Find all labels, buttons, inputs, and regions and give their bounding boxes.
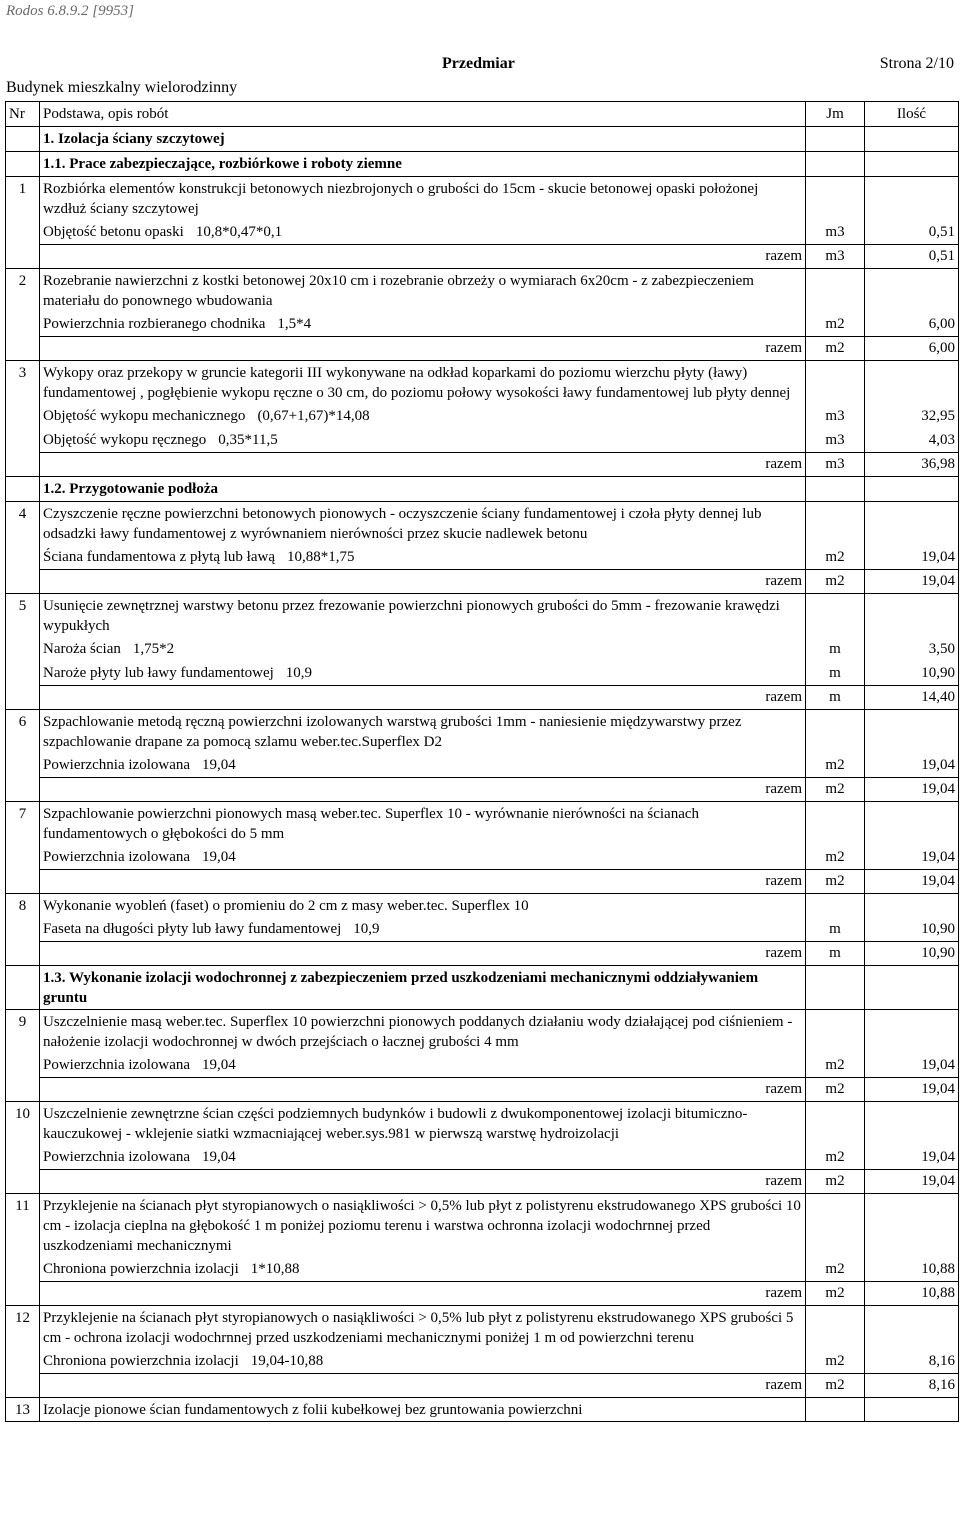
measurement-label: Naroże płyty lub ławy fundamentowej xyxy=(43,665,274,681)
measurement-value: 4,03 xyxy=(865,428,959,453)
measurement-value: 19,04 xyxy=(865,753,959,778)
section-row xyxy=(6,127,959,152)
position-description: Uszczelnienie zewnętrzne ścian części podziemnych budynków i budowli z dwukomponentowej izolacji bitumiczno-kauczukowej - wklejenie siatki wzmacniającej weber.sys.981 w pierwszą warstwę hydroizolacji xyxy=(40,1102,806,1146)
measurement-unit: m2 xyxy=(806,1257,865,1282)
position-nr-cell xyxy=(6,753,40,778)
measurement-unit: m xyxy=(806,661,865,686)
position-ilosc-cell xyxy=(865,361,959,405)
measurement-value: 19,04 xyxy=(865,845,959,870)
measurement-value: 3,50 xyxy=(865,637,959,661)
position-row xyxy=(6,1306,959,1350)
position-description: Wykopy oraz przekopy w gruncie kategorii III wykonywane na odkład koparkami do poziomu wierzchu płyty (ławy) fundamentowej , pogłębienie wykopu ręczne o 30 cm, do poziomu połowy wysokości ławy fundamentowej lub płyty dennej xyxy=(40,361,806,405)
sum-value: 19,04 xyxy=(865,570,959,594)
section-row xyxy=(6,152,959,177)
sum-unit: m xyxy=(806,942,865,966)
position-nr: 9 xyxy=(6,1010,40,1054)
sum-unit: m2 xyxy=(806,778,865,802)
measurement-label: Chroniona powierzchnia izolacji xyxy=(43,1353,239,1369)
measurement-label: Objętość wykopu mechanicznego xyxy=(43,408,246,424)
sum-label: razem xyxy=(40,453,806,477)
position-row xyxy=(6,361,959,405)
measurement-label: Powierzchnia izolowana xyxy=(43,1057,191,1073)
position-ilosc-cell xyxy=(865,894,959,918)
measurement-row xyxy=(6,545,959,570)
position-row xyxy=(6,802,959,846)
position-jm-cell xyxy=(806,1102,865,1146)
position-nr-cell xyxy=(6,845,40,870)
section-row xyxy=(6,966,959,1010)
sum-unit: m2 xyxy=(806,1282,865,1306)
position-ilosc-cell xyxy=(865,269,959,313)
section-jm-cell xyxy=(806,477,865,502)
document-title: Przedmiar xyxy=(442,55,515,72)
position-jm-cell xyxy=(806,1398,865,1422)
measurement-row xyxy=(6,1145,959,1170)
position-nr: 6 xyxy=(6,710,40,754)
measurement-label: Powierzchnia rozbieranego chodnika xyxy=(43,316,266,332)
measurement-row xyxy=(6,917,959,942)
position-nr-cell xyxy=(6,661,40,686)
sum-value: 19,04 xyxy=(865,1078,959,1102)
sum-label: razem xyxy=(40,686,806,710)
position-description: Czyszczenie ręczne powierzchni betonowych pionowych - oczyszczenie ściany fundamentowej i czoła płyty dennej lub odsadzki ławy fundamentowej z wyrównaniem nierówności przez skucie nadlewek betonu xyxy=(40,502,806,546)
position-jm-cell xyxy=(806,1194,865,1258)
sum-value: 36,98 xyxy=(865,453,959,477)
position-nr-cell xyxy=(6,917,40,942)
building-name: Budynek mieszkalny wielorodzinny xyxy=(6,79,238,96)
sum-unit: m3 xyxy=(806,453,865,477)
position-row xyxy=(6,502,959,546)
section-title: 1.3. Wykonanie izolacji wodochronnej z zabezpieczeniem przed uszkodzeniami mechanicznymi oddziaływaniem gruntu xyxy=(40,966,806,1010)
position-nr-cell xyxy=(6,870,40,894)
sum-label: razem xyxy=(40,1078,806,1102)
position-nr: 12 xyxy=(6,1306,40,1350)
sum-row xyxy=(6,870,959,894)
sum-unit: m2 xyxy=(806,1374,865,1398)
measurement-row xyxy=(6,312,959,337)
position-description: Rozbiórka elementów konstrukcji betonowych niezbrojonych o grubości do 15cm - skucie betonowej opaski położonej wzdłuż ściany szczytowej xyxy=(40,177,806,221)
sum-row xyxy=(6,1170,959,1194)
position-ilosc-cell xyxy=(865,594,959,638)
estimate-table xyxy=(5,101,959,1422)
position-nr-cell xyxy=(6,1145,40,1170)
sum-label: razem xyxy=(40,870,806,894)
measurement-unit: m2 xyxy=(806,1053,865,1078)
sum-value: 6,00 xyxy=(865,337,959,361)
measurement-label: Objętość betonu opaski xyxy=(43,224,184,240)
position-jm-cell xyxy=(806,1306,865,1350)
position-nr-cell xyxy=(6,1078,40,1102)
sum-unit: m2 xyxy=(806,1170,865,1194)
position-jm-cell xyxy=(806,802,865,846)
measurement-value: 8,16 xyxy=(865,1349,959,1374)
measurement-cell xyxy=(40,845,806,870)
sum-unit: m2 xyxy=(806,870,865,894)
measurement-value: 6,00 xyxy=(865,312,959,337)
section-jm-cell xyxy=(806,127,865,152)
measurement-row xyxy=(6,1053,959,1078)
measurement-cell xyxy=(40,637,806,661)
section-ilosc-cell xyxy=(865,152,959,177)
measurement-cell xyxy=(40,220,806,245)
section-jm-cell xyxy=(806,152,865,177)
measurement-row xyxy=(6,845,959,870)
header-desc: Podstawa, opis robót xyxy=(40,102,806,127)
sum-row xyxy=(6,453,959,477)
measurement-unit: m3 xyxy=(806,428,865,453)
position-nr: 4 xyxy=(6,502,40,546)
position-nr: 7 xyxy=(6,802,40,846)
position-nr-cell xyxy=(6,570,40,594)
position-jm-cell xyxy=(806,502,865,546)
position-nr-cell xyxy=(6,337,40,361)
position-ilosc-cell xyxy=(865,1102,959,1146)
measurement-cell xyxy=(40,545,806,570)
measurement-row xyxy=(6,404,959,428)
position-row xyxy=(6,177,959,221)
position-nr-cell xyxy=(6,942,40,966)
sum-label: razem xyxy=(40,245,806,269)
position-row xyxy=(6,710,959,754)
position-nr-cell xyxy=(6,1282,40,1306)
position-jm-cell xyxy=(806,1010,865,1054)
sum-value: 10,90 xyxy=(865,942,959,966)
measurement-unit: m2 xyxy=(806,545,865,570)
position-nr: 2 xyxy=(6,269,40,313)
position-ilosc-cell xyxy=(865,502,959,546)
sum-row xyxy=(6,1374,959,1398)
section-nr-cell xyxy=(6,966,40,1010)
position-description: Usunięcie zewnętrznej warstwy betonu przez frezowanie powierzchni pionowych grubości do 5mm - frezowanie krawędzi wypukłych xyxy=(40,594,806,638)
header-jm: Jm xyxy=(806,102,865,127)
measurement-label: Chroniona powierzchnia izolacji xyxy=(43,1261,239,1277)
measurement-row xyxy=(6,1257,959,1282)
sum-label: razem xyxy=(40,337,806,361)
measurement-value: 10,90 xyxy=(865,661,959,686)
sum-label: razem xyxy=(40,942,806,966)
position-nr-cell xyxy=(6,220,40,245)
position-nr-cell xyxy=(6,1053,40,1078)
position-nr-cell xyxy=(6,404,40,428)
measurement-value: 19,04 xyxy=(865,545,959,570)
position-jm-cell xyxy=(806,710,865,754)
measurement-cell xyxy=(40,917,806,942)
measurement-cell xyxy=(40,1257,806,1282)
position-jm-cell xyxy=(806,594,865,638)
sum-label: razem xyxy=(40,778,806,802)
sum-row xyxy=(6,337,959,361)
position-nr-cell xyxy=(6,1349,40,1374)
measurement-formula: 10,9 xyxy=(285,665,313,681)
measurement-formula: 19,04 xyxy=(202,1057,236,1073)
sum-value: 19,04 xyxy=(865,870,959,894)
estimate-table-body xyxy=(6,102,959,1422)
position-row xyxy=(6,269,959,313)
sum-label: razem xyxy=(40,1170,806,1194)
measurement-unit: m xyxy=(806,637,865,661)
position-nr-cell xyxy=(6,453,40,477)
measurement-row xyxy=(6,1349,959,1374)
sum-value: 8,16 xyxy=(865,1374,959,1398)
sum-label: razem xyxy=(40,1374,806,1398)
measurement-unit: m3 xyxy=(806,404,865,428)
measurement-value: 0,51 xyxy=(865,220,959,245)
sum-value: 19,04 xyxy=(865,1170,959,1194)
position-nr: 10 xyxy=(6,1102,40,1146)
sum-value: 10,88 xyxy=(865,1282,959,1306)
measurement-formula: 1*10,88 xyxy=(250,1261,300,1277)
section-title: 1.1. Prace zabezpieczające, rozbiórkowe i roboty ziemne xyxy=(40,152,806,177)
measurement-formula: 10,8*0,47*0,1 xyxy=(195,224,283,240)
measurement-value: 10,88 xyxy=(865,1257,959,1282)
position-row xyxy=(6,1010,959,1054)
measurement-label: Faseta na długości płyty lub ławy fundamentowej xyxy=(43,921,342,937)
table-header-row xyxy=(6,102,959,127)
section-ilosc-cell xyxy=(865,127,959,152)
measurement-unit: m2 xyxy=(806,845,865,870)
position-description: Wykonanie wyobleń (faset) o promieniu do 2 cm z masy weber.tec. Superflex 10 xyxy=(40,894,806,918)
measurement-cell xyxy=(40,1349,806,1374)
position-ilosc-cell xyxy=(865,1306,959,1350)
section-ilosc-cell xyxy=(865,966,959,1010)
position-nr-cell xyxy=(6,1374,40,1398)
position-description: Szpachlowanie powierzchni pionowych masą weber.tec. Superflex 10 - wyrównanie nierówności na ścianach fundamentowych o głębokości do 5 mm xyxy=(40,802,806,846)
measurement-label: Powierzchnia izolowana xyxy=(43,849,191,865)
section-nr-cell xyxy=(6,127,40,152)
position-ilosc-cell xyxy=(865,177,959,221)
measurement-label: Powierzchnia izolowana xyxy=(43,757,191,773)
measurement-value: 10,90 xyxy=(865,917,959,942)
position-nr-cell xyxy=(6,312,40,337)
measurement-formula: 1,75*2 xyxy=(132,641,175,657)
position-row xyxy=(6,894,959,918)
position-description: Rozebranie nawierzchni z kostki betonowej 20x10 cm i rozebranie obrzeży o wymiarach 6x20cm - z zabezpieczeniem materiału do ponownego wbudowania xyxy=(40,269,806,313)
measurement-row xyxy=(6,753,959,778)
measurement-cell xyxy=(40,661,806,686)
position-nr-cell xyxy=(6,545,40,570)
position-nr-cell xyxy=(6,428,40,453)
position-ilosc-cell xyxy=(865,1010,959,1054)
position-row xyxy=(6,594,959,638)
measurement-formula: 1,5*4 xyxy=(277,316,312,332)
position-jm-cell xyxy=(806,269,865,313)
position-nr: 1 xyxy=(6,177,40,221)
measurement-unit: m2 xyxy=(806,1145,865,1170)
position-ilosc-cell xyxy=(865,710,959,754)
sum-value: 19,04 xyxy=(865,778,959,802)
measurement-formula: 19,04-10,88 xyxy=(250,1353,324,1369)
measurement-cell xyxy=(40,404,806,428)
sum-row xyxy=(6,778,959,802)
position-ilosc-cell xyxy=(865,1194,959,1258)
position-row xyxy=(6,1398,959,1422)
section-title: 1.2. Przygotowanie podłoża xyxy=(40,477,806,502)
measurement-formula: 10,88*1,75 xyxy=(287,549,355,565)
measurement-formula: 19,04 xyxy=(202,757,236,773)
position-row xyxy=(6,1194,959,1258)
sum-label: razem xyxy=(40,1282,806,1306)
measurement-cell xyxy=(40,428,806,453)
position-nr: 8 xyxy=(6,894,40,918)
measurement-row xyxy=(6,661,959,686)
measurement-cell xyxy=(40,1145,806,1170)
position-nr-cell xyxy=(6,1257,40,1282)
section-ilosc-cell xyxy=(865,477,959,502)
sum-row xyxy=(6,942,959,966)
position-description: Izolacje pionowe ścian fundamentowych z folii kubełkowej bez gruntowania powierzchni xyxy=(40,1398,806,1422)
position-nr: 5 xyxy=(6,594,40,638)
page-number: Strona 2/10 xyxy=(879,55,954,72)
position-nr: 11 xyxy=(6,1194,40,1258)
section-title: 1. Izolacja ściany szczytowej xyxy=(40,127,806,152)
position-nr-cell xyxy=(6,778,40,802)
measurement-label: Naroża ścian xyxy=(43,641,121,657)
sum-unit: m2 xyxy=(806,570,865,594)
app-title: Rodos 6.8.9.2 [9953] xyxy=(6,3,134,19)
position-nr-cell xyxy=(6,637,40,661)
measurement-row xyxy=(6,428,959,453)
sum-row xyxy=(6,570,959,594)
measurement-value: 32,95 xyxy=(865,404,959,428)
position-ilosc-cell xyxy=(865,1398,959,1422)
measurement-formula: 0,35*11,5 xyxy=(218,432,278,448)
measurement-cell xyxy=(40,1053,806,1078)
section-nr-cell xyxy=(6,152,40,177)
section-row xyxy=(6,477,959,502)
sum-unit: m2 xyxy=(806,337,865,361)
measurement-unit: m xyxy=(806,917,865,942)
position-description: Przyklejenie na ścianach płyt styropianowych o nasiąkliwości > 0,5% lub płyt z polistyrenu ekstrudowanego XPS grubości 10 cm - izolacja cieplna na głębokość 1 m poniżej poziomu terenu i warstwa ochronna izolacji wodochrnnej przed uszkodzeniami mechanicznymi xyxy=(40,1194,806,1258)
measurement-unit: m2 xyxy=(806,1349,865,1374)
sum-label: razem xyxy=(40,570,806,594)
position-jm-cell xyxy=(806,177,865,221)
position-jm-cell xyxy=(806,894,865,918)
sum-unit: m3 xyxy=(806,245,865,269)
sum-row xyxy=(6,245,959,269)
measurement-cell xyxy=(40,753,806,778)
position-nr: 3 xyxy=(6,361,40,405)
sum-value: 0,51 xyxy=(865,245,959,269)
measurement-unit: m2 xyxy=(806,753,865,778)
position-nr-cell xyxy=(6,245,40,269)
sum-value: 14,40 xyxy=(865,686,959,710)
measurement-value: 19,04 xyxy=(865,1053,959,1078)
position-ilosc-cell xyxy=(865,802,959,846)
measurement-row xyxy=(6,220,959,245)
position-jm-cell xyxy=(806,361,865,405)
header-nr: Nr xyxy=(6,102,40,127)
sum-row xyxy=(6,1078,959,1102)
measurement-formula: 10,9 xyxy=(353,921,380,937)
measurement-unit: m3 xyxy=(806,220,865,245)
header-ilosc: Ilość xyxy=(865,102,959,127)
measurement-label: Ściana fundamentowa z płytą lub ławą xyxy=(43,549,276,565)
position-nr-cell xyxy=(6,686,40,710)
measurement-row xyxy=(6,637,959,661)
sum-row xyxy=(6,686,959,710)
position-description: Uszczelnienie masą weber.tec. Superflex 10 powierzchni pionowych poddanych działaniu wody działającej pod ciśnieniem - nałożenie izolacji wodochronnej w dwóch przejściach o łacznej grubości 4 mm xyxy=(40,1010,806,1054)
position-nr-cell xyxy=(6,1170,40,1194)
position-nr: 13 xyxy=(6,1398,40,1422)
measurement-formula: 19,04 xyxy=(202,1149,236,1165)
sum-unit: m2 xyxy=(806,1078,865,1102)
measurement-value: 19,04 xyxy=(865,1145,959,1170)
section-jm-cell xyxy=(806,966,865,1010)
sum-unit: m xyxy=(806,686,865,710)
position-description: Szpachlowanie metodą ręczną powierzchni izolowanych warstwą grubości 1mm - naniesienie międzywarstwy przez szpachlowanie drapane za pomocą szlamu weber.tec.Superflex D2 xyxy=(40,710,806,754)
measurement-unit: m2 xyxy=(806,312,865,337)
measurement-label: Objętość wykopu ręcznego xyxy=(43,432,207,448)
measurement-cell xyxy=(40,312,806,337)
position-row xyxy=(6,1102,959,1146)
section-nr-cell xyxy=(6,477,40,502)
measurement-formula: 19,04 xyxy=(202,849,236,865)
position-description: Przyklejenie na ścianach płyt styropianowych o nasiąkliwości > 0,5% lub płyt z polistyrenu ekstrudowanego XPS grubości 5 cm - ochrona izolacji wodochrnnej przed uszkodzeniami mechanicznymi poniżej 1 m od powierzchni terenu xyxy=(40,1306,806,1350)
measurement-label: Powierzchnia izolowana xyxy=(43,1149,191,1165)
measurement-formula: (0,67+1,67)*14,08 xyxy=(257,408,370,424)
sum-row xyxy=(6,1282,959,1306)
